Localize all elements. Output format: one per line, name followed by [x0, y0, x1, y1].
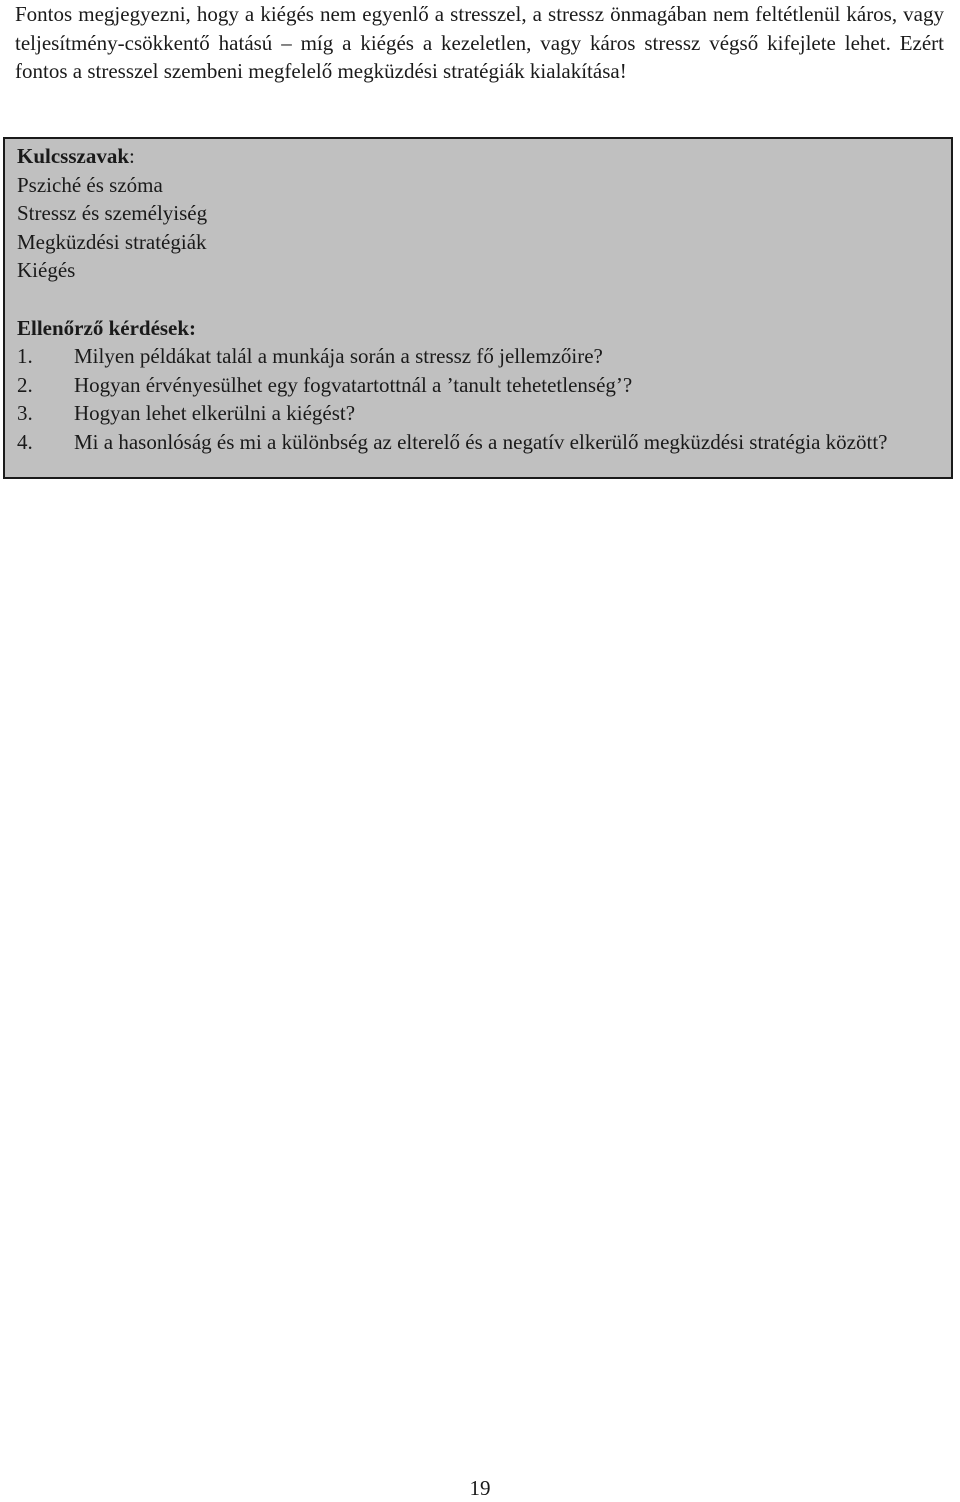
questions-heading: Ellenőrző kérdések: — [17, 315, 197, 340]
question-text: Milyen példákat talál a munkája során a stressz fő jellemzőire? — [74, 344, 603, 369]
question-number: 4. — [17, 429, 33, 454]
keywords-colon: : — [129, 144, 135, 168]
keyword-item: Kiégés — [17, 258, 76, 283]
keywords-title: Kulcsszavak — [17, 144, 130, 168]
question-number: 2. — [17, 372, 33, 397]
question-item — [17, 371, 947, 400]
intro-paragraph: Fontos megjegyezni, hogy a kiégés nem egyenlő a stresszel, a stressz önmagában nem feltétlenül káros, vagy teljesítmény-csökkentő hatású – míg a kiégés a kezeletlen, vagy káros stressz végső kifejlete lehet. Ezért fontos a stresszel szembeni megfelelő megküzdési stratégiák kialakítása! — [15, 2, 944, 83]
keyword-item: Psziché és szóma — [17, 172, 163, 197]
spacer — [17, 285, 947, 314]
question-number: 3. — [17, 401, 33, 426]
summary-box — [3, 137, 953, 479]
question-number: 1. — [17, 344, 33, 369]
page-number: 19 — [469, 1476, 491, 1500]
question-text: Hogyan érvényesülhet egy fogvatartottnál a ’tanult tehetetlenség’? — [74, 372, 633, 397]
keyword-item: Megküzdési stratégiák — [17, 229, 207, 254]
question-text: Mi a hasonlóság és mi a különbség az elterelő és a negatív elkerülő megküzdési stratégia között? — [74, 429, 888, 454]
question-item — [17, 399, 947, 428]
question-item — [17, 342, 947, 371]
question-item — [17, 428, 947, 457]
summary-box-content — [17, 142, 947, 457]
question-text: Hogyan lehet elkerülni a kiégést? — [74, 401, 356, 426]
keywords-heading — [17, 142, 947, 171]
keyword-item: Stressz és személyiség — [17, 201, 208, 226]
